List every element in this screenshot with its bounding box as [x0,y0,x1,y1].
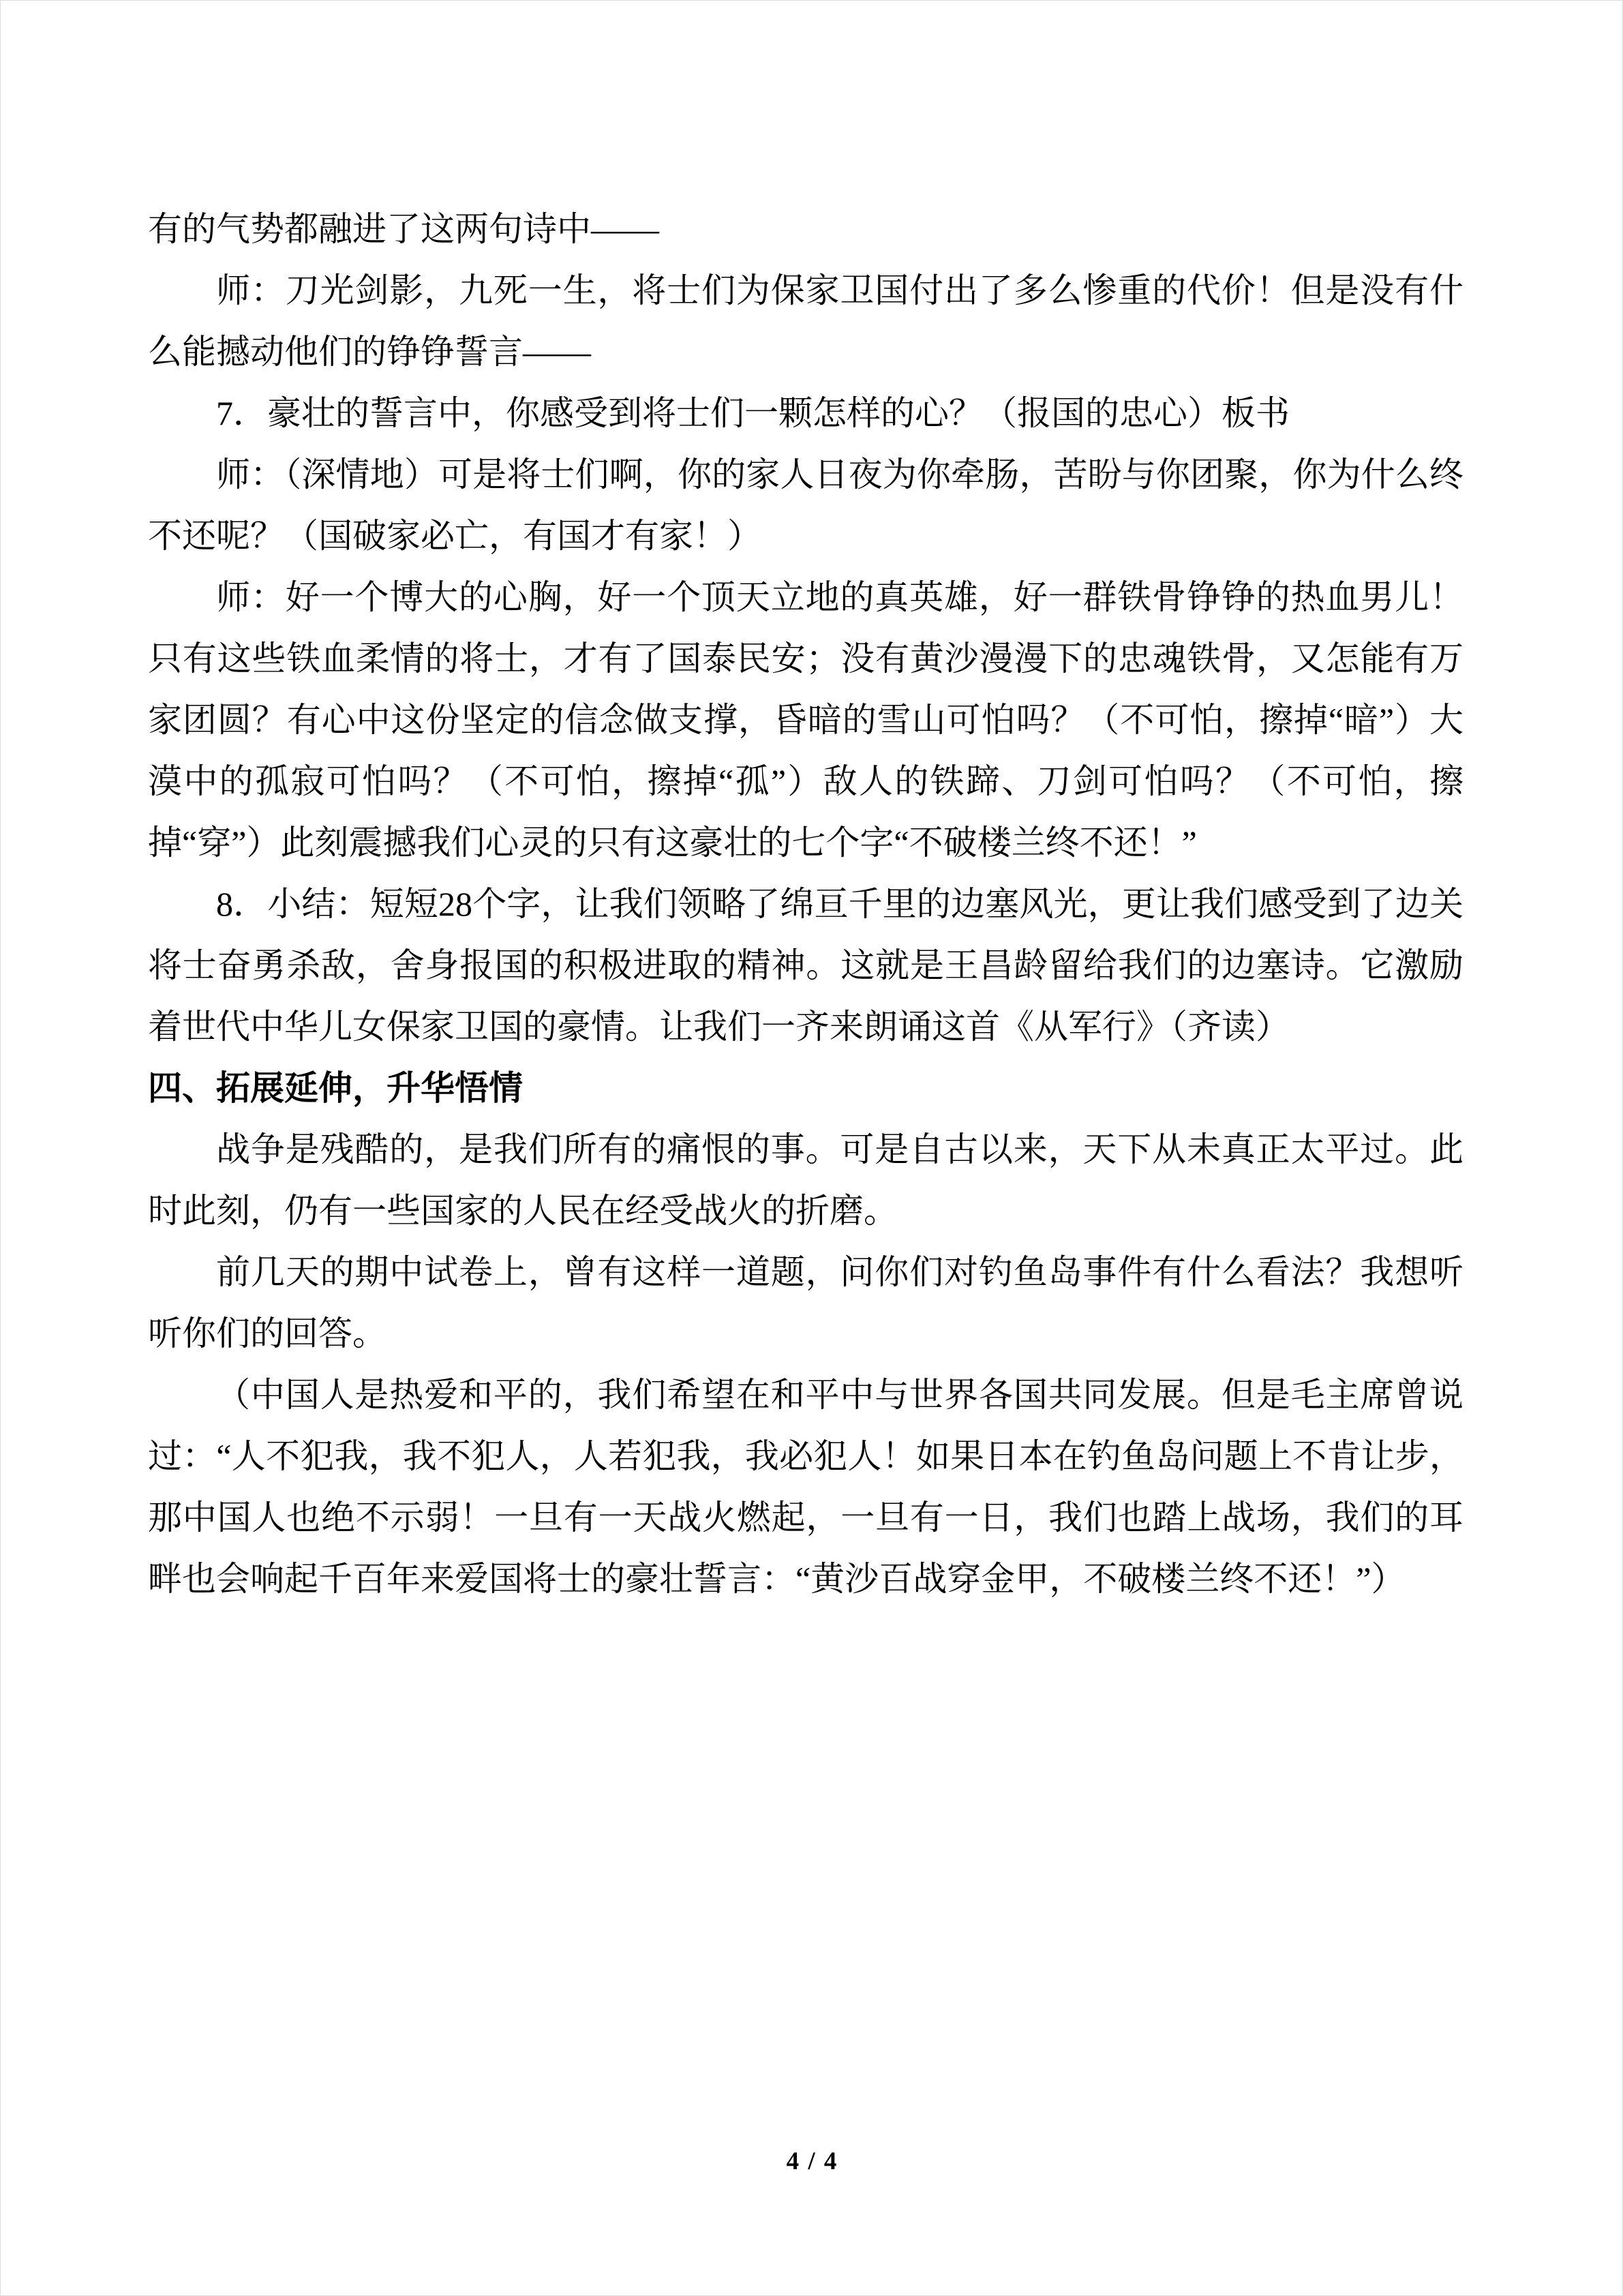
page-footer [1,2147,1623,2176]
paragraph: 师：好一个博大的心胸，好一个顶天立地的真英雄，好一群铁骨铮铮的热血男儿！只有这些铁血柔情的将士，才有了国泰民安；没有黄沙漫漫下的忠魂铁骨，又怎能有万家团圆？有心中这份坚定的信念做支撑，昏暗的雪山可怕吗？（不可怕，擦掉“暗”）大漠中的孤寂可怕吗？（不可怕，擦掉“孤”）敌人的铁蹄、刀剑可怕吗？（不可怕，擦掉“穿”）此刻震撼我们心灵的只有这豪壮的七个字“不破楼兰终不还！” [148,578,1463,862]
paragraph: 师：刀光剑影，九死一生，将士们为保家卫国付出了多么惨重的代价！但是没有什么能撼动他们的铮铮誓言—— [148,271,1463,371]
section-heading: 四、拓展延伸，升华悟情 [148,1069,523,1107]
paragraph: 战争是残酷的，是我们所有的痛恨的事。可是自古以来，天下从未真正太平过。此时此刻，仍有一些国家的人民在经受战火的折磨。 [148,1130,1463,1230]
paragraph: 师：（深情地）可是将士们啊，你的家人日夜为你牵肠，苦盼与你团聚，你为什么终不还呢？（国破家必亡，有国才有家！） [148,455,1463,555]
paragraph: （中国人是热爱和平的，我们希望在和平中与世界各国共同发展。但是毛主席曾说过：“人不犯我，我不犯人，人若犯我，我必犯人！如果日本在钓鱼岛问题上不肯让步，那中国人也绝不示弱！一旦有一天战火燃起，一旦有一日，我们也踏上战场，我们的耳畔也会响起千百年来爱国将士的豪壮誓言：“黄沙百战穿金甲，不破楼兰终不还！”） [148,1376,1463,1598]
page-number: 4 / 4 [786,2147,838,2175]
paragraph: 前几天的期中试卷上，曾有这样一道题，问你们对钓鱼岛事件有什么看法？我想听听你们的回答。 [148,1253,1463,1353]
paragraph: 8．小结：短短28个字，让我们领略了绵亘千里的边塞风光，更让我们感受到了边关将士奋勇杀敌，舍身报国的积极进取的精神。这就是王昌龄留给我们的边塞诗。它激励着世代中华儿女保家卫国的豪情。让我们一齐来朗诵这首《从军行》（齐读） [148,885,1463,1046]
document-body [148,198,1463,1610]
paragraph: 7．豪壮的誓言中，你感受到将士们一颗怎样的心？（报国的忠心）板书 [216,394,1290,432]
paragraph: 有的气势都融进了这两句诗中—— [148,210,659,248]
